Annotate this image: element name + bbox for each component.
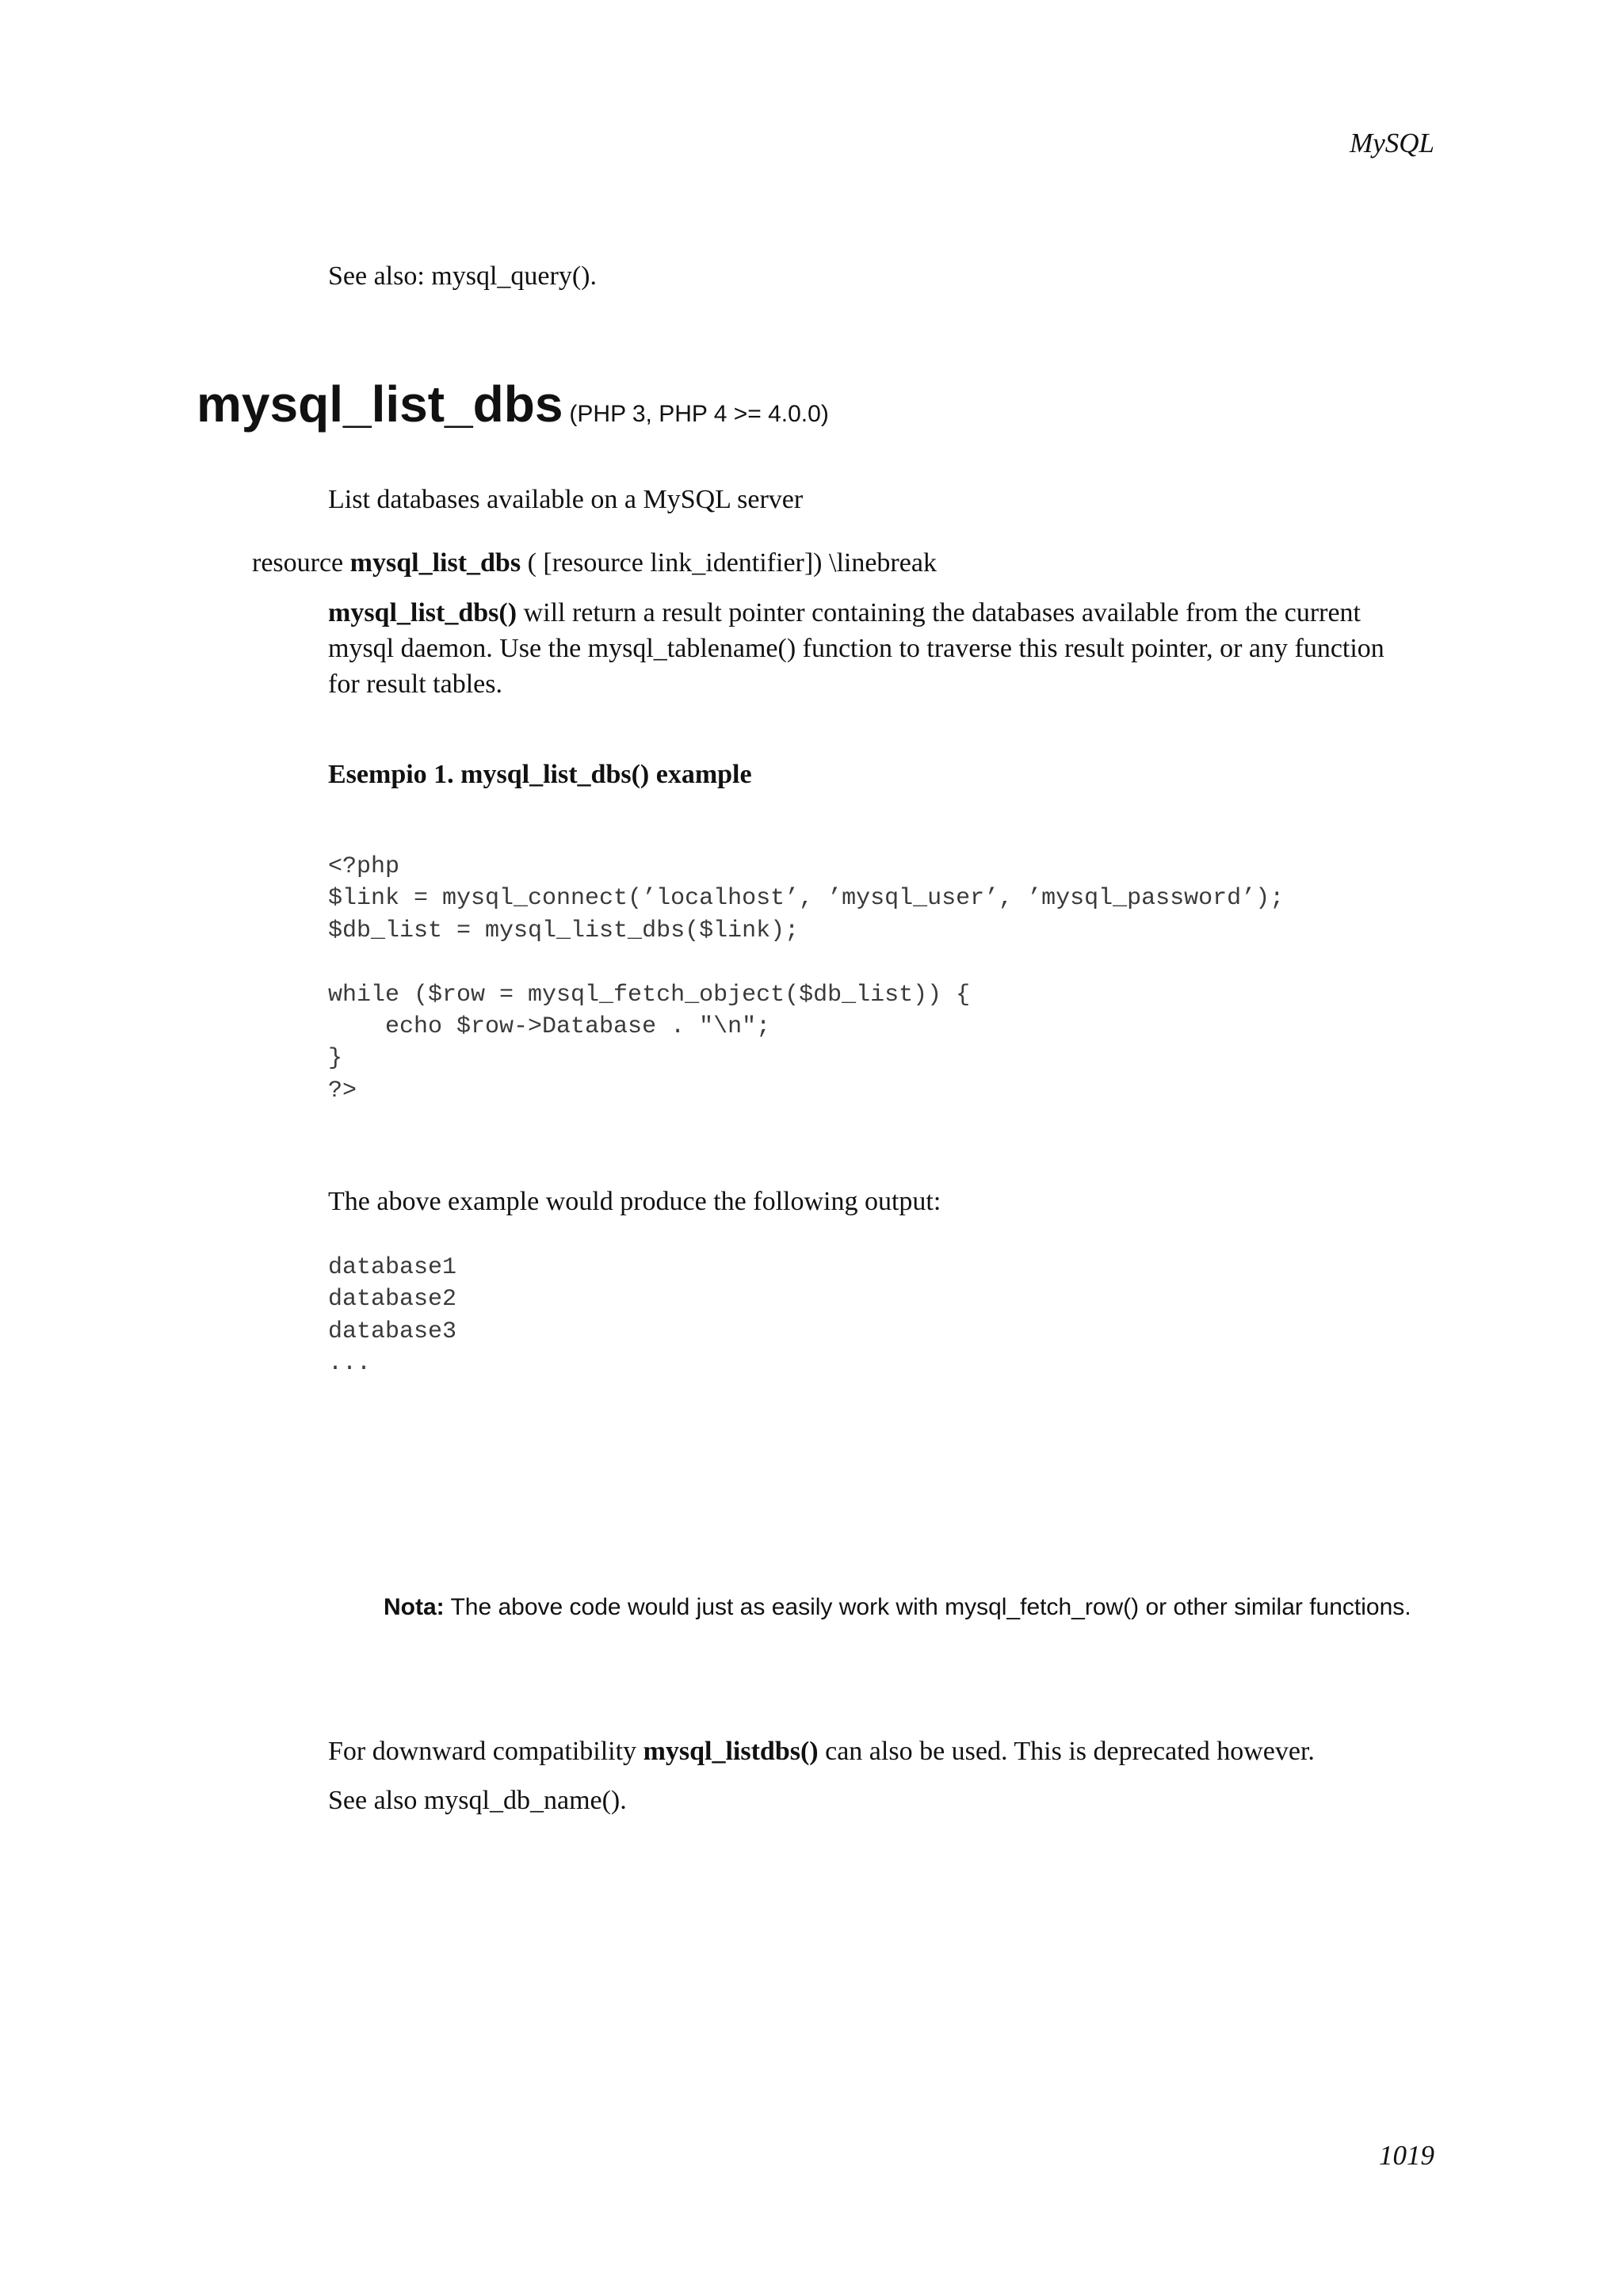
note-label: Nota: [384,1594,445,1620]
example-output-intro: The above example would produce the following output: [328,1187,941,1216]
compat-before: For downward compatibility [328,1737,643,1766]
function-description [328,595,1422,702]
compatibility-paragraph [328,1733,1315,1769]
function-name: mysql_list_dbs [197,376,563,433]
see-also-previous: See also: mysql_query(). [328,261,597,291]
synopsis-function-name: mysql_list_dbs [349,548,521,578]
see-also-next: See also mysql_db_name(). [328,1786,627,1815]
function-heading [197,372,829,436]
example-code-block: <?php $link = mysql_connect(’localhost’, ’mysql_user’, ’mysql_password’); $db_list = mysql_list_dbs($link); while ($row = mysql_fetch_object($db_list)) { echo $row->Database . "\n"; } ?> [328,853,1285,1104]
function-purpose: List databases available on a MySQL server [328,485,804,514]
example-output-block: database1 database2 database3 ... [328,1254,457,1378]
running-header-title: MySQL [1350,128,1434,158]
example-title: Esempio 1. mysql_list_dbs() example [328,760,752,789]
description-function-ref: mysql_list_dbs() [328,598,517,627]
description-text: will return a result pointer containing the databases available from the current mysql daemon. Use the mysql_tablename() function to traverse this result pointer, or any function for result tables. [328,598,1384,699]
note-text: The above code would just as easily work with mysql_fetch_row() or other similar functions. [444,1594,1411,1620]
function-versions: (PHP 3, PHP 4 >= 4.0.0) [569,401,829,427]
synopsis-return-type: resource [252,548,344,578]
page-number: 1019 [1379,2140,1434,2171]
compat-function-ref: mysql_listdbs() [643,1737,819,1766]
note-box [384,1591,1445,1623]
compat-after: can also be used. This is deprecated however. [818,1737,1315,1766]
function-synopsis [252,545,937,581]
synopsis-params: ( [resource link_identifier]) \linebreak [527,548,937,578]
